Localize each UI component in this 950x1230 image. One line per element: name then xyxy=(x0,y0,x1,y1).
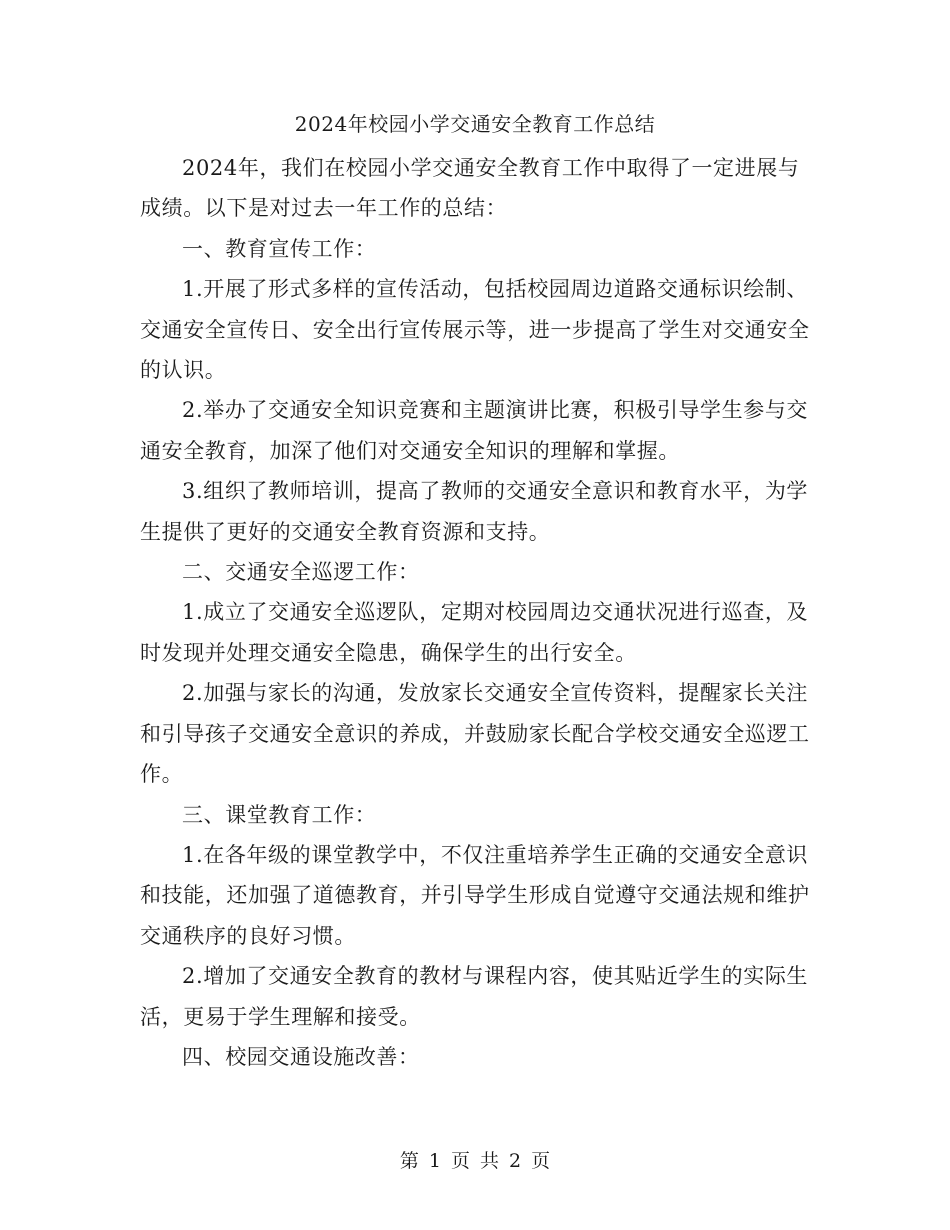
paragraph-1-3: 3.组织了教师培训，提高了教师的交通安全意识和教育水平，为学生提供了更好的交通安全教育资源和支持。 xyxy=(140,479,809,544)
paragraph-3-2: 2.增加了交通安全教育的教材与课程内容，使其贴近学生的实际生活，更易于学生理解和接受。 xyxy=(140,964,809,1029)
section-heading-3: 三、课堂教育工作： xyxy=(182,802,377,827)
document-body xyxy=(140,148,810,1077)
paragraph-1-1: 1.开展了形式多样的宣传活动，包括校园周边道路交通标识绘制、交通安全宣传日、安全出行宣传展示等，进一步提高了学生对交通安全的认识。 xyxy=(140,277,810,383)
section-heading-1: 一、教育宣传工作： xyxy=(182,236,377,261)
paragraph-3-1: 1.在各年级的课堂教学中，不仅注重培养学生正确的交通安全意识和技能，还加强了道德教育，并引导学生形成自觉遵守交通法规和维护交通秩序的良好习惯。 xyxy=(140,842,810,948)
page-footer: 第 1 页 共 2 页 xyxy=(399,1150,551,1172)
paragraph-intro: 2024年，我们在校园小学交通安全教育工作中取得了一定进展与成绩。以下是对过去一年工作的总结： xyxy=(140,156,800,221)
section-heading-4: 四、校园交通设施改善： xyxy=(182,1044,420,1069)
paragraph-2-1: 1.成立了交通安全巡逻队，定期对校园周边交通状况进行巡查，及时发现并处理交通安全隐患，确保学生的出行安全。 xyxy=(140,600,809,665)
paragraph-1-2: 2.举办了交通安全知识竞赛和主题演讲比赛，积极引导学生参与交通安全教育，加深了他们对交通安全知识的理解和掌握。 xyxy=(140,398,809,463)
paragraph-2-2: 2.加强与家长的沟通，发放家长交通安全宣传资料，提醒家长关注和引导孩子交通安全意识的养成，并鼓励家长配合学校交通安全巡逻工作。 xyxy=(140,681,810,787)
section-heading-2: 二、交通安全巡逻工作： xyxy=(182,560,420,585)
document-title: 2024年校园小学交通安全教育工作总结 xyxy=(294,112,656,136)
